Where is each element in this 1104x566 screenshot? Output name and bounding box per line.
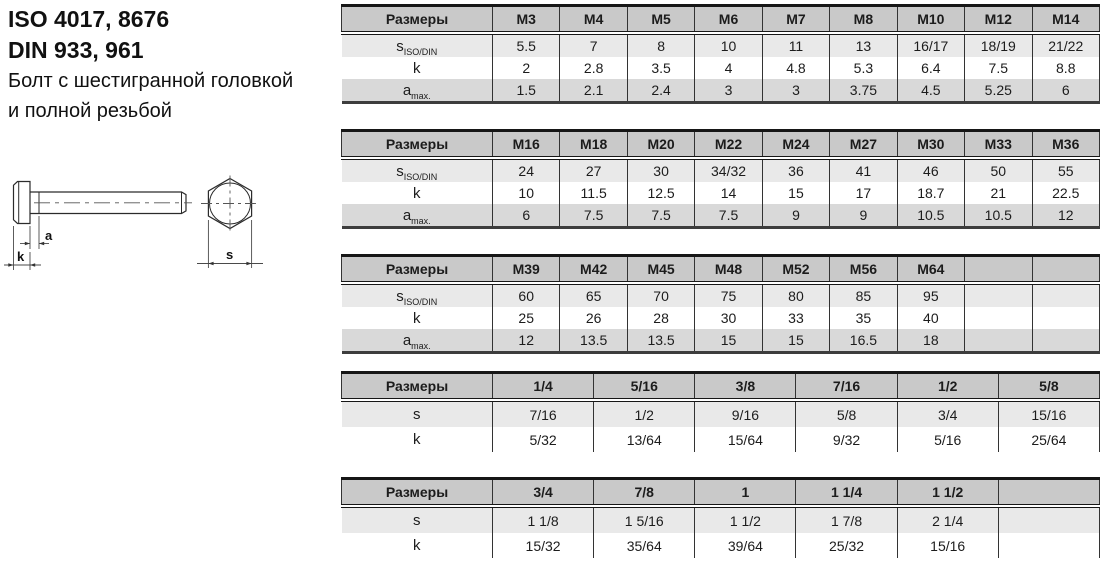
table-row <box>342 307 1100 329</box>
value-cell: 1.5 <box>493 79 560 103</box>
header-row <box>342 6 1100 34</box>
row-label-symbol: k <box>413 537 421 554</box>
value-cell: 14 <box>695 182 762 204</box>
row-label-subscript: ISO/DIN <box>403 171 438 182</box>
table-row <box>342 33 1100 57</box>
value-cell: 2.4 <box>627 79 694 103</box>
value-cell: 25 <box>493 307 560 329</box>
row-label-symbol: s <box>396 162 404 180</box>
value-cell: 16.5 <box>830 329 897 353</box>
row-label <box>342 204 493 228</box>
column-header: M6 <box>695 6 762 34</box>
table-row <box>342 283 1100 307</box>
column-header-empty <box>965 256 1032 284</box>
table-row <box>342 427 1100 452</box>
size-table-metric-m39-m64 <box>341 254 1100 354</box>
standard-iso: ISO 4017, 8676 <box>8 6 170 32</box>
value-cell: 39/64 <box>695 533 796 558</box>
column-header: M24 <box>762 131 829 159</box>
row-label <box>342 506 493 533</box>
value-cell: 28 <box>627 307 694 329</box>
value-cell: 17 <box>830 182 897 204</box>
value-cell: 6.4 <box>897 57 964 79</box>
size-table-metric-m16-m36 <box>341 129 1100 229</box>
value-cell: 36 <box>762 158 829 182</box>
column-header-empty <box>998 479 1099 507</box>
row-label-symbol: s <box>396 287 404 305</box>
row-label <box>342 533 493 558</box>
table-row <box>342 182 1100 204</box>
product-description-line1: Болт с шестигранной головкой <box>8 70 294 92</box>
value-cell: 35 <box>830 307 897 329</box>
table-row <box>342 79 1100 103</box>
row-label-subscript: max. <box>411 215 431 226</box>
column-header: M12 <box>965 6 1032 34</box>
row-label-symbol: a <box>402 81 412 99</box>
value-cell: 7.5 <box>627 204 694 228</box>
value-cell-empty <box>998 506 1099 533</box>
column-header: M4 <box>560 6 627 34</box>
value-cell: 15/32 <box>493 533 594 558</box>
row-label-symbol: s <box>396 37 404 55</box>
value-cell: 11 <box>762 33 829 57</box>
value-cell: 70 <box>627 283 694 307</box>
column-header: M7 <box>762 6 829 34</box>
value-cell: 18/19 <box>965 33 1032 57</box>
column-header: M27 <box>830 131 897 159</box>
value-cell: 12.5 <box>627 182 694 204</box>
value-cell: 7 <box>560 33 627 57</box>
value-cell: 2.1 <box>560 79 627 103</box>
dim-label-a: a <box>45 228 53 243</box>
value-cell: 2.8 <box>560 57 627 79</box>
table-row <box>342 329 1100 353</box>
value-cell: 1/2 <box>594 400 695 427</box>
row-label <box>342 283 493 307</box>
column-header: M20 <box>627 131 694 159</box>
row-label <box>342 307 493 329</box>
value-cell: 13.5 <box>627 329 694 353</box>
value-cell: 46 <box>897 158 964 182</box>
value-cell: 85 <box>830 283 897 307</box>
value-cell: 2 1/4 <box>897 506 998 533</box>
column-header: 7/8 <box>594 479 695 507</box>
row-label-symbol: k <box>413 309 421 327</box>
row-label-subscript: ISO/DIN <box>403 296 438 307</box>
column-header: 3/8 <box>695 373 796 401</box>
column-header: M18 <box>560 131 627 159</box>
value-cell: 1 1/2 <box>695 506 796 533</box>
row-label-symbol: k <box>413 59 421 77</box>
sizes-header-label: Размеры <box>342 373 493 401</box>
value-cell: 3 <box>762 79 829 103</box>
standard-din: DIN 933, 961 <box>8 37 144 63</box>
value-cell: 10 <box>493 182 560 204</box>
column-header: M56 <box>830 256 897 284</box>
dim-label-k: k <box>17 249 25 264</box>
row-label-subscript: max. <box>411 340 431 351</box>
value-cell: 5/8 <box>796 400 897 427</box>
row-label-symbol: a <box>402 331 412 349</box>
column-header: 1 1/2 <box>897 479 998 507</box>
value-cell: 6 <box>1032 79 1100 103</box>
value-cell: 24 <box>493 158 560 182</box>
table-row <box>342 400 1100 427</box>
column-header: M16 <box>493 131 560 159</box>
row-label-symbol: s <box>413 406 421 423</box>
row-label <box>342 33 493 57</box>
value-cell: 15 <box>762 329 829 353</box>
value-cell: 5.5 <box>493 33 560 57</box>
value-cell: 7.5 <box>965 57 1032 79</box>
value-cell: 35/64 <box>594 533 695 558</box>
row-label-symbol: k <box>413 431 421 448</box>
value-cell: 5/32 <box>493 427 594 452</box>
sizes-header-label: Размеры <box>342 479 493 507</box>
product-description-line2: и полной резьбой <box>8 100 172 122</box>
value-cell: 15 <box>762 182 829 204</box>
value-cell: 13.5 <box>560 329 627 353</box>
value-cell: 40 <box>897 307 964 329</box>
value-cell: 9/32 <box>796 427 897 452</box>
column-header: 1 1/4 <box>796 479 897 507</box>
column-header: M48 <box>695 256 762 284</box>
table-row <box>342 204 1100 228</box>
value-cell: 21/22 <box>1032 33 1100 57</box>
size-table-imperial-quarter-to-fiveeighths <box>341 371 1100 452</box>
value-cell: 25/32 <box>796 533 897 558</box>
row-label-subscript: max. <box>411 90 431 101</box>
value-cell: 4.8 <box>762 57 829 79</box>
value-cell: 30 <box>627 158 694 182</box>
value-cell: 5.25 <box>965 79 1032 103</box>
column-header: M33 <box>965 131 1032 159</box>
value-cell: 55 <box>1032 158 1100 182</box>
value-cell: 9/16 <box>695 400 796 427</box>
value-cell: 16/17 <box>897 33 964 57</box>
value-cell: 3.5 <box>627 57 694 79</box>
value-cell: 7.5 <box>695 204 762 228</box>
value-cell: 8 <box>627 33 694 57</box>
row-label <box>342 329 493 353</box>
row-label <box>342 182 493 204</box>
column-header-empty <box>1032 256 1100 284</box>
column-header: 3/4 <box>493 479 594 507</box>
column-header: 1 <box>695 479 796 507</box>
value-cell: 18 <box>897 329 964 353</box>
value-cell-empty <box>965 329 1032 353</box>
value-cell: 50 <box>965 158 1032 182</box>
column-header: M42 <box>560 256 627 284</box>
column-header: 1/4 <box>493 373 594 401</box>
column-header: M45 <box>627 256 694 284</box>
value-cell: 95 <box>897 283 964 307</box>
value-cell: 13/64 <box>594 427 695 452</box>
sizes-header-label: Размеры <box>342 6 493 34</box>
value-cell-empty <box>1032 329 1100 353</box>
value-cell: 15/16 <box>998 400 1099 427</box>
table-row <box>342 506 1100 533</box>
size-table-metric-m3-m14 <box>341 4 1100 104</box>
column-header: M8 <box>830 6 897 34</box>
value-cell: 41 <box>830 158 897 182</box>
table-row <box>342 57 1100 79</box>
value-cell: 2 <box>493 57 560 79</box>
row-label-subscript: ISO/DIN <box>403 46 438 57</box>
column-header: M52 <box>762 256 829 284</box>
row-label-symbol: k <box>413 184 421 202</box>
value-cell: 15/64 <box>695 427 796 452</box>
column-header: M39 <box>493 256 560 284</box>
value-cell-empty <box>965 307 1032 329</box>
column-header: M14 <box>1032 6 1100 34</box>
value-cell: 3.75 <box>830 79 897 103</box>
row-label-symbol: a <box>402 206 412 224</box>
dim-label-s: s <box>226 247 234 262</box>
value-cell: 6 <box>493 204 560 228</box>
value-cell: 7.5 <box>560 204 627 228</box>
column-header: M64 <box>897 256 964 284</box>
row-label <box>342 79 493 103</box>
value-cell-empty <box>1032 307 1100 329</box>
row-label-symbol: s <box>413 512 421 529</box>
sizes-header-label: Размеры <box>342 131 493 159</box>
value-cell-empty <box>965 283 1032 307</box>
value-cell-empty <box>998 533 1099 558</box>
value-cell: 9 <box>830 204 897 228</box>
value-cell: 34/32 <box>695 158 762 182</box>
column-header: M22 <box>695 131 762 159</box>
value-cell: 15/16 <box>897 533 998 558</box>
column-header: 1/2 <box>897 373 998 401</box>
value-cell: 4.5 <box>897 79 964 103</box>
column-header: M3 <box>493 6 560 34</box>
value-cell: 3/4 <box>897 400 998 427</box>
value-cell: 9 <box>762 204 829 228</box>
column-header: M10 <box>897 6 964 34</box>
size-table-imperial-threequarter-to-oneandahalf <box>341 477 1100 558</box>
value-cell: 30 <box>695 307 762 329</box>
column-header: 7/16 <box>796 373 897 401</box>
row-label <box>342 400 493 427</box>
value-cell: 5/16 <box>897 427 998 452</box>
value-cell-empty <box>1032 283 1100 307</box>
value-cell: 1 5/16 <box>594 506 695 533</box>
row-label <box>342 427 493 452</box>
sizes-header-label: Размеры <box>342 256 493 284</box>
value-cell: 75 <box>695 283 762 307</box>
value-cell: 12 <box>493 329 560 353</box>
value-cell: 26 <box>560 307 627 329</box>
table-row <box>342 533 1100 558</box>
value-cell: 25/64 <box>998 427 1099 452</box>
header-row <box>342 131 1100 159</box>
value-cell: 13 <box>830 33 897 57</box>
value-cell: 12 <box>1032 204 1100 228</box>
value-cell: 33 <box>762 307 829 329</box>
value-cell: 21 <box>965 182 1032 204</box>
value-cell: 1 1/8 <box>493 506 594 533</box>
header-row <box>342 479 1100 507</box>
value-cell: 65 <box>560 283 627 307</box>
value-cell: 10.5 <box>965 204 1032 228</box>
value-cell: 3 <box>695 79 762 103</box>
value-cell: 1 7/8 <box>796 506 897 533</box>
value-cell: 11.5 <box>560 182 627 204</box>
header-row <box>342 373 1100 401</box>
value-cell: 15 <box>695 329 762 353</box>
value-cell: 5.3 <box>830 57 897 79</box>
value-cell: 7/16 <box>493 400 594 427</box>
header-row <box>342 256 1100 284</box>
value-cell: 8.8 <box>1032 57 1100 79</box>
row-label <box>342 57 493 79</box>
row-label <box>342 158 493 182</box>
value-cell: 18.7 <box>897 182 964 204</box>
column-header: M5 <box>627 6 694 34</box>
table-row <box>342 158 1100 182</box>
value-cell: 10 <box>695 33 762 57</box>
column-header: M30 <box>897 131 964 159</box>
value-cell: 4 <box>695 57 762 79</box>
column-header: M36 <box>1032 131 1100 159</box>
column-header: 5/16 <box>594 373 695 401</box>
column-header: 5/8 <box>998 373 1099 401</box>
value-cell: 22.5 <box>1032 182 1100 204</box>
value-cell: 80 <box>762 283 829 307</box>
value-cell: 60 <box>493 283 560 307</box>
value-cell: 10.5 <box>897 204 964 228</box>
value-cell: 27 <box>560 158 627 182</box>
